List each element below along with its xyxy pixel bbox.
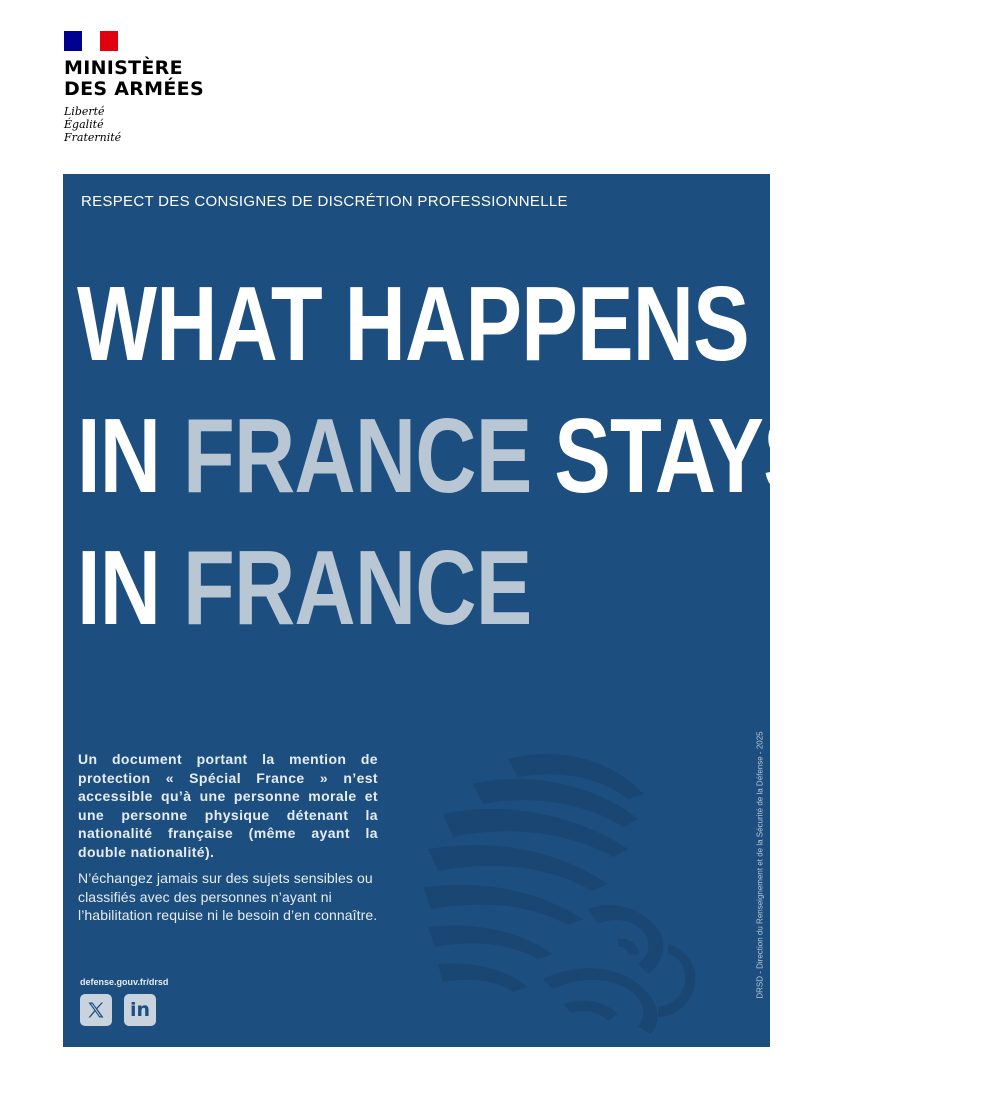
headline-line-3: IN FRANCE [77, 529, 532, 647]
poster-panel [63, 174, 819, 1047]
poster-headline [77, 258, 1004, 654]
ministry-line-2: DES ARMÉES [64, 78, 204, 100]
ministry-line-1: MINISTÈRE [64, 57, 183, 79]
motto-egalite: Égalité [64, 118, 104, 131]
social-links [80, 994, 156, 1026]
linkedin-icon[interactable] [124, 994, 156, 1026]
linkedin-label: in [129, 999, 151, 1021]
motto-fraternite: Fraternité [64, 131, 122, 144]
motto-liberte: Liberté [64, 105, 105, 118]
headline-line-1: WHAT HAPPENS [77, 265, 749, 383]
website-link[interactable]: defense.gouv.fr/drsd [80, 977, 169, 987]
poster-body [78, 750, 378, 925]
x-logo-icon [86, 1000, 106, 1020]
body-paragraph-1: Un document portant la mention de protection « Spécial France » n’est accessible qu’à une personne morale et une personne physique détenant la nationalité française (même ayant la double nationalité). [78, 751, 378, 860]
poster-kicker: RESPECT DES CONSIGNES DE DISCRÉTION PROFESSIONNELLE [81, 193, 568, 210]
lion-emblem-icon [413, 749, 713, 1039]
republic-motto [64, 105, 121, 144]
credit-text: DRSD - Direction du Renseignement et de la Sécurité de la Défense - 2025 [755, 730, 765, 999]
x-icon[interactable] [80, 994, 112, 1026]
ministry-name [64, 58, 204, 100]
credit-line [753, 692, 767, 1037]
body-paragraph-2: N’échangez jamais sur des sujets sensibles ou classifiés avec des personnes n’ayant ni l’habilitation requise ni le besoin d’en connaître. [78, 870, 378, 923]
headline-line-2: IN FRANCE STAYS [77, 397, 819, 515]
marianne-flag-logo [64, 31, 118, 51]
